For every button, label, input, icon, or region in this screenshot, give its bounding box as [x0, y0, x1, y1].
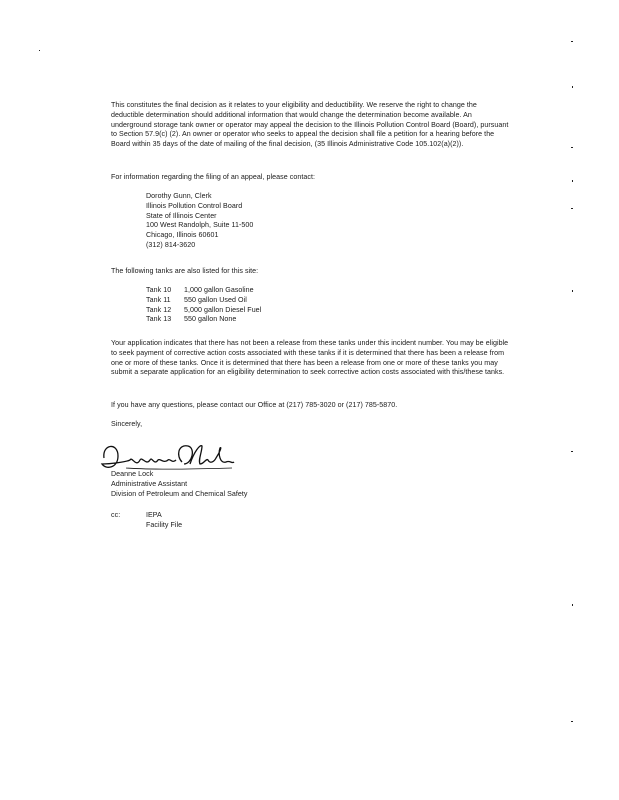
scan-speck [571, 451, 573, 452]
scan-speck [572, 290, 573, 292]
scan-speck [572, 604, 573, 606]
scan-speck [39, 50, 40, 51]
contact-line: Chicago, Illinois 60601 [146, 231, 219, 240]
scan-speck [571, 41, 573, 42]
tank-row: Tank 11 550 gallon Used Oil [146, 295, 247, 304]
paragraph-appeal-contact: For information regarding the filing of an appeal, please contact: [111, 173, 316, 181]
contact-line: State of Illinois Center [146, 211, 217, 220]
scan-speck [571, 147, 573, 148]
scan-speck [572, 86, 573, 88]
contact-line: (312) 814-3620 [146, 240, 196, 249]
contact-line: Illinois Pollution Control Board [146, 201, 243, 210]
contact-line: Dorothy Gunn, Clerk [146, 192, 212, 200]
contact-line: 100 West Randolph, Suite 11-500 [146, 221, 254, 230]
signer-name: Deanne Lock [111, 470, 154, 478]
signature-block [111, 470, 509, 499]
scan-speck [571, 721, 573, 722]
tank-row: Tank 12 5,000 gallon Diesel Fuel [146, 305, 262, 314]
paragraph-release: Your application indicates that there has not been a release from these tanks under this incident number. You may be eligible to seek payment of corrective action costs associated with these tanks if it is determined that there has been a release from one or more of these tanks. Once it is determined that there has been a release from one or more of these tanks you may submit a separate application for an eligibility determination to seek corrective action costs associated with this/these tanks. [111, 339, 509, 377]
paragraph-tanks-intro: The following tanks are also listed for this site: [111, 267, 259, 275]
paragraph-questions: If you have any questions, please contact our Office at (217) 785-3020 or (217) 785-5870. [111, 401, 398, 409]
tank-list [146, 286, 386, 325]
scan-speck [572, 180, 573, 182]
tank-row: Tank 10 1,000 gallon Gasoline [146, 286, 254, 294]
cc-list [146, 511, 182, 531]
scan-speck [571, 208, 573, 209]
contact-address-block [146, 192, 386, 251]
cc-item: IEPA [146, 511, 162, 519]
cc-label: cc: [111, 511, 121, 519]
paragraph-decision: This constitutes the final decision as it relates to your eligibility and deductibility. We reserve the right to change the deductible determination should additional information that would change the determination become available. An underground storage tank owner or operator may appeal the decision to the Illinois Pollution Control Board (Board), pursuant to Section 57.9(c) (2). An owner or operator who seeks to appeal the decision shall file a petition for a hearing before the Board within 35 days of the date of mailing of the final decision, (35 Illinois Administrative Code 105.102(a)(2)). [111, 101, 509, 149]
tank-row: Tank 13 550 gallon None [146, 315, 237, 324]
signer-division: Division of Petroleum and Chemical Safety [111, 489, 248, 498]
cc-item: Facility File [146, 520, 183, 529]
closing: Sincerely, [111, 420, 143, 428]
signer-title: Administrative Assistant [111, 479, 188, 488]
